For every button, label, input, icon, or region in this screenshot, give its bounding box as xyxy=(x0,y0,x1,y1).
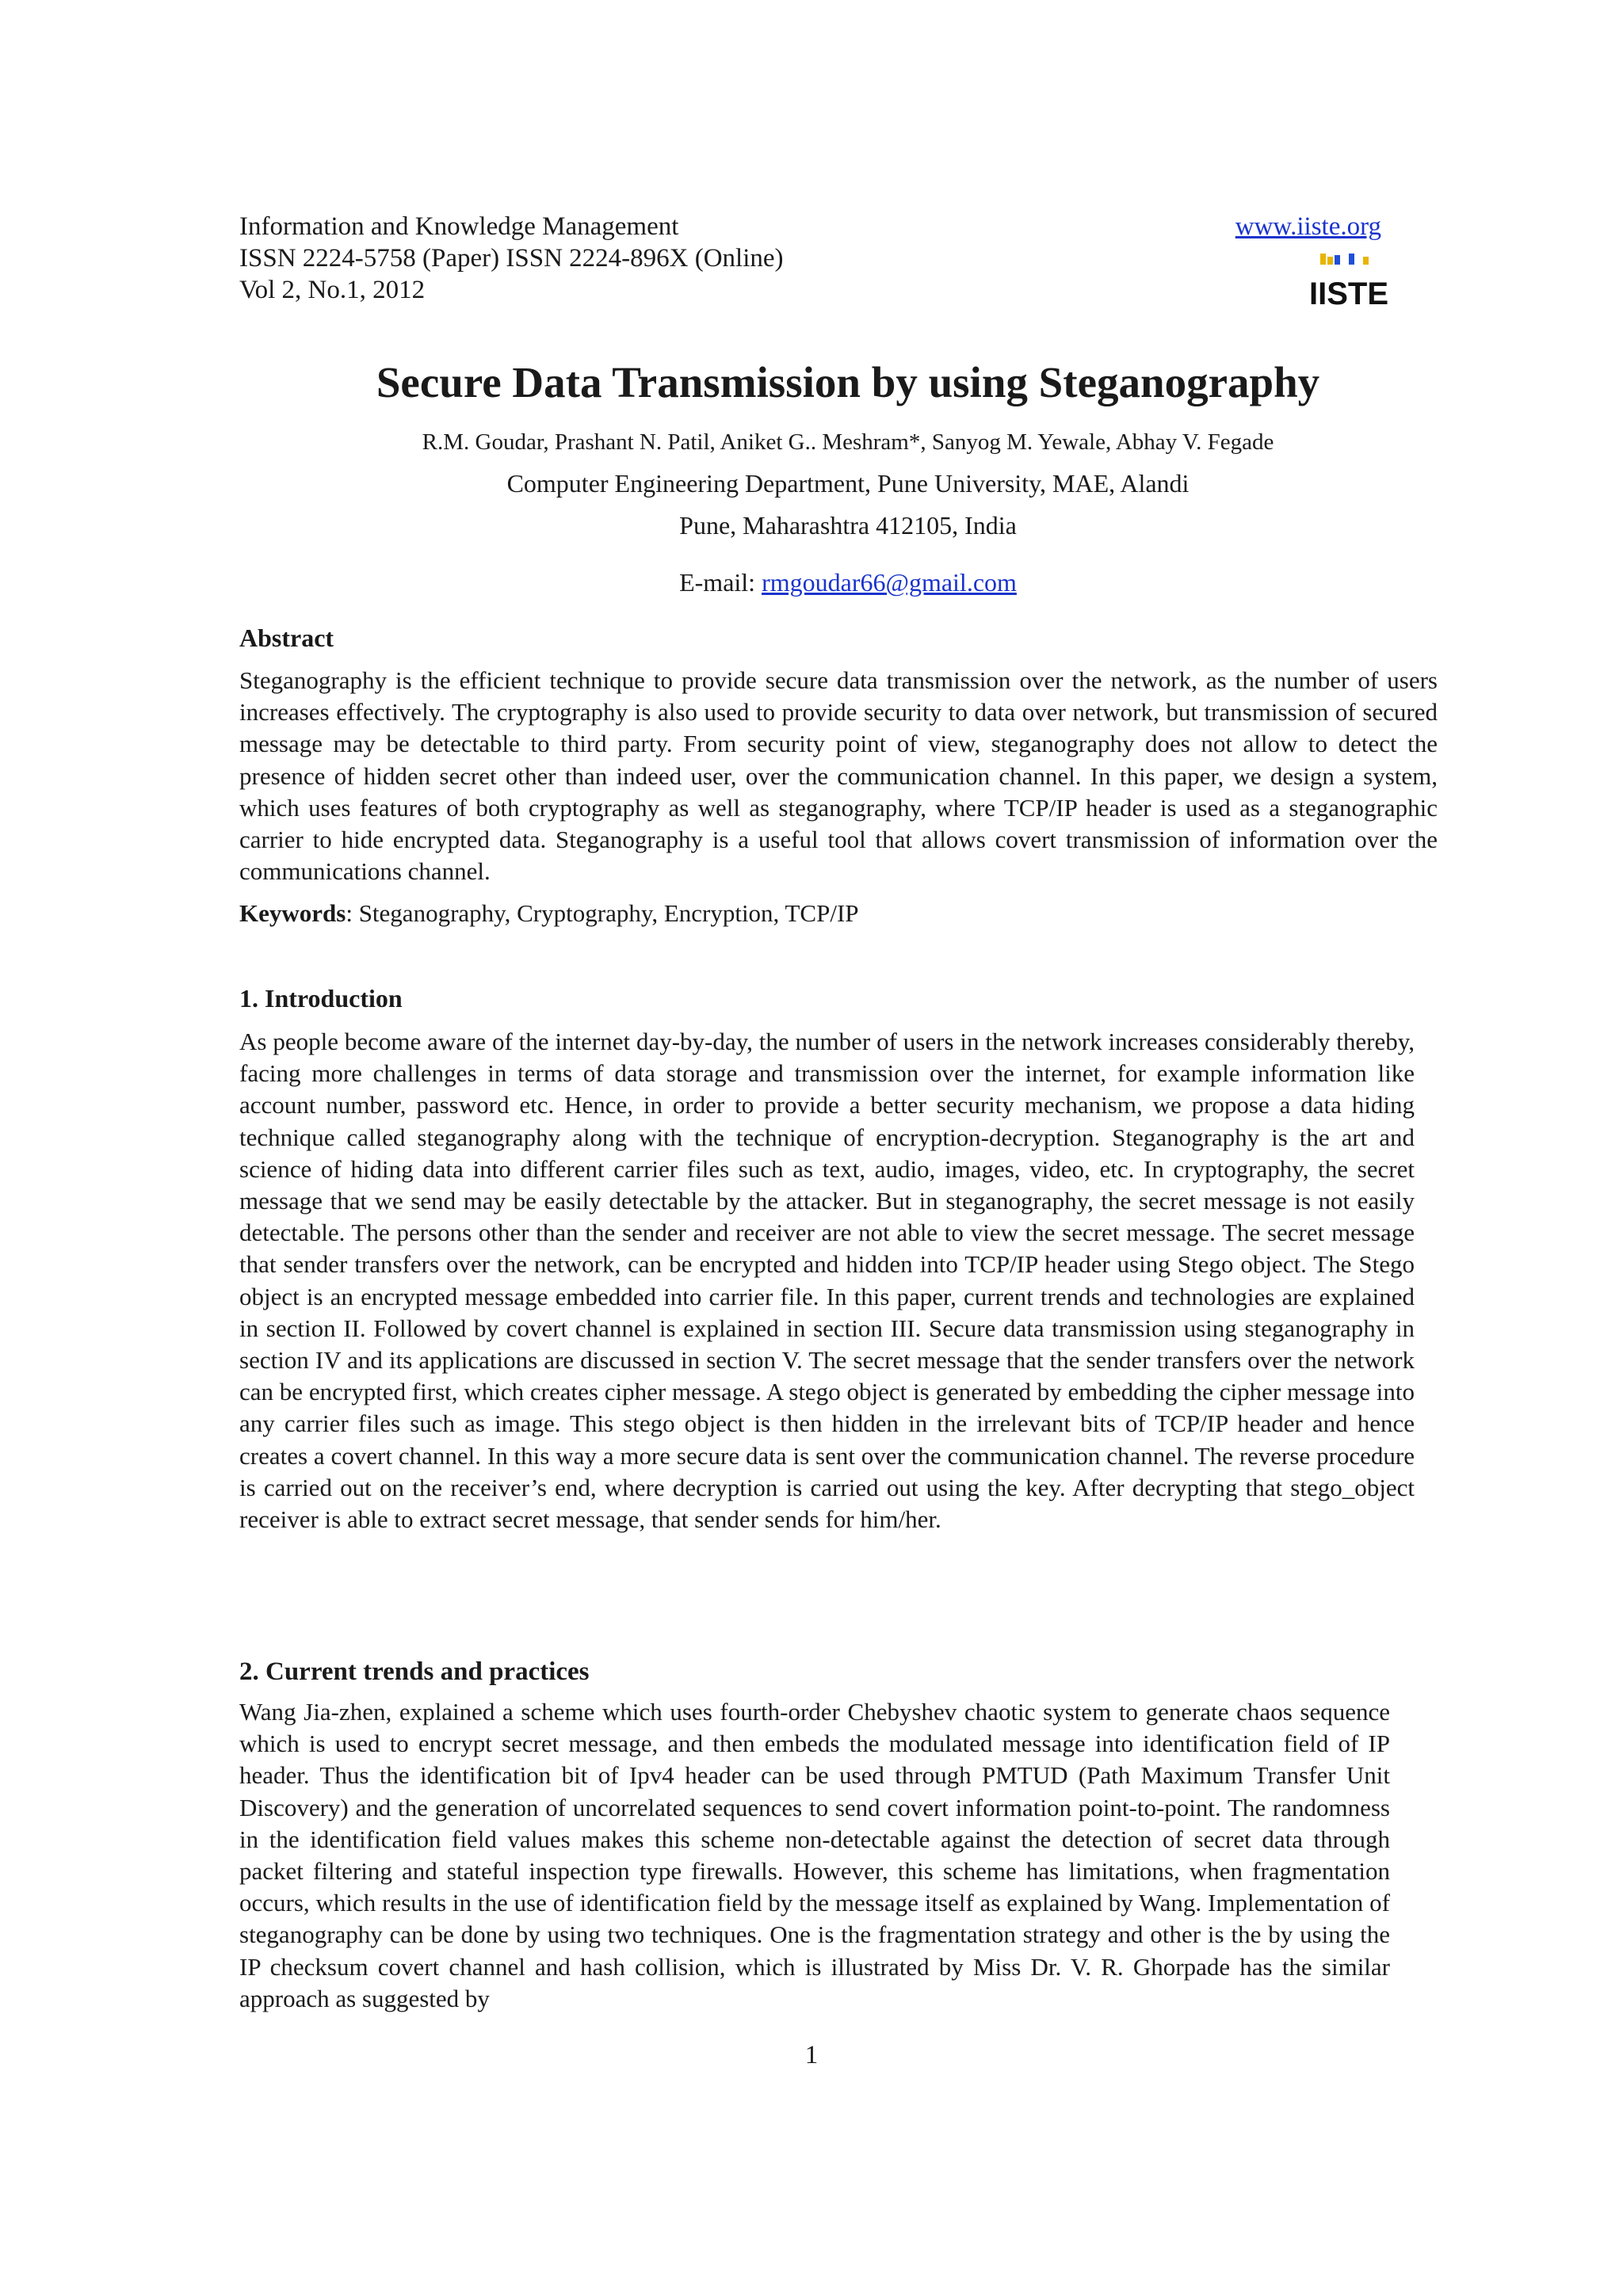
keywords-values: : Steganography, Cryptography, Encryption, TCP/IP xyxy=(346,899,859,927)
logo-wordmark: IISTE xyxy=(1308,277,1389,311)
volume-line: Vol 2, No.1, 2012 xyxy=(239,276,426,304)
abstract-text: Steganography is the efficient technique to provide secure data transmission over the network, as the number of users increases effectively. The cryptography is also used to provide security to data over network, but transmission of secured message may be detectable to third party. From security point of view, steganography does not allow to detect the presence of hidden secret other than indeed user, over the communication channel. In this paper, we design a system, which uses features of both cryptography as well as steganography, where TCP/IP header is used as a steganographic carrier to hide encrypted data. Steganography is a useful tool that allows covert transmission of information over the communications channel. xyxy=(239,666,1438,886)
author-list: R.M. Goudar, Prashant N. Patil, Aniket G.. Meshram*, Sanyog M. Yewale, Abhay V. Fegade xyxy=(422,429,1274,455)
current-trends-text: Wang Jia-zhen, explained a scheme which uses fourth-order Chebyshev chaotic system to generate chaos sequence which is used to encrypt secret message, and then embeds the modulated message into identification field of IP header. Thus the identification bit of Ipv4 header can be used through PMTUD (Path Maximum Transfer Unit Discovery) and the generation of uncorrelated sequences to send covert information point-to-point. The randomness in the identification field values makes this scheme non-detectable against the detection of secret data through packet filtering and stateful inspection type firewalls. However, this scheme has limitations, when fragmentation occurs, which results in the use of identification field by the message itself as explained by Wang. Implementation of steganography can be done by using two techniques. One is the fragmentation strategy and other is the by using the IP checksum covert channel and hash collision, which is illustrated by Miss Dr. V. R. Ghorpade has the similar approach as suggested by xyxy=(239,1698,1390,2012)
affiliation-department: Computer Engineering Department, Pune University, MAE, Alandi xyxy=(506,469,1190,498)
email-label: E-mail: xyxy=(679,568,762,597)
contact-email xyxy=(0,566,1623,598)
page-number: 1 xyxy=(804,2041,819,2069)
issn-line: ISSN 2224-5758 (Paper) ISSN 2224-896X (Online) xyxy=(239,244,784,273)
journal-name: Information and Knowledge Management xyxy=(239,212,679,241)
keywords-line xyxy=(239,898,859,929)
keywords-label: Keywords xyxy=(239,899,346,927)
abstract-heading: Abstract xyxy=(239,624,334,652)
iiste-logo xyxy=(1308,252,1389,311)
email-link[interactable]: rmgoudar66@gmail.com xyxy=(762,568,1017,597)
section-heading-current-trends: 2. Current trends and practices xyxy=(239,1657,590,1686)
introduction-text: As people become aware of the internet day-by-day, the number of users in the network increases considerably thereby, facing more challenges in terms of data storage and transmission over the internet, for example information like account number, password etc. Hence, in order to provide a better security mechanism, we propose a data hiding technique called steganography along with the technique of encryption-decryption. Steganography is the art and science of hiding data into different carrier files such as text, audio, images, video, etc. In cryptography, the secret message that we send may be easily detectable by the attacker. But in steganography, the secret message is not easily detectable. The persons other than the sender and receiver are not able to view the secret message. The secret message that sender transfers over the network, can be encrypted and hidden into TCP/IP header using Stego object. The Stego object is an encrypted message embedded into carrier file. In this paper, current trends and technologies are explained in section II. Followed by covert channel is explained in section III. Secure data transmission using steganography in section IV and its applications are discussed in section V. The secret message that the sender transfers over the network can be encrypted first, which creates cipher message. A stego object is generated by embedding the cipher message into any carrier files such as image. This stego object is then hidden in the irrelevant bits of TCP/IP header and hence creates a covert channel. In this way a more secure data is sent over the communication channel. The reverse procedure is carried out on the receiver’s end, where decryption is carried out using the key. After decrypting that stego_object receiver is able to extract secret message, that sender sends for him/her. xyxy=(239,1028,1415,1534)
journal-website-link[interactable]: www.iiste.org xyxy=(1235,212,1381,241)
section-heading-introduction: 1. Introduction xyxy=(239,984,403,1013)
paper-title: Secure Data Transmission by using Steganography xyxy=(376,358,1320,406)
affiliation-address: Pune, Maharashtra 412105, India xyxy=(679,511,1017,540)
